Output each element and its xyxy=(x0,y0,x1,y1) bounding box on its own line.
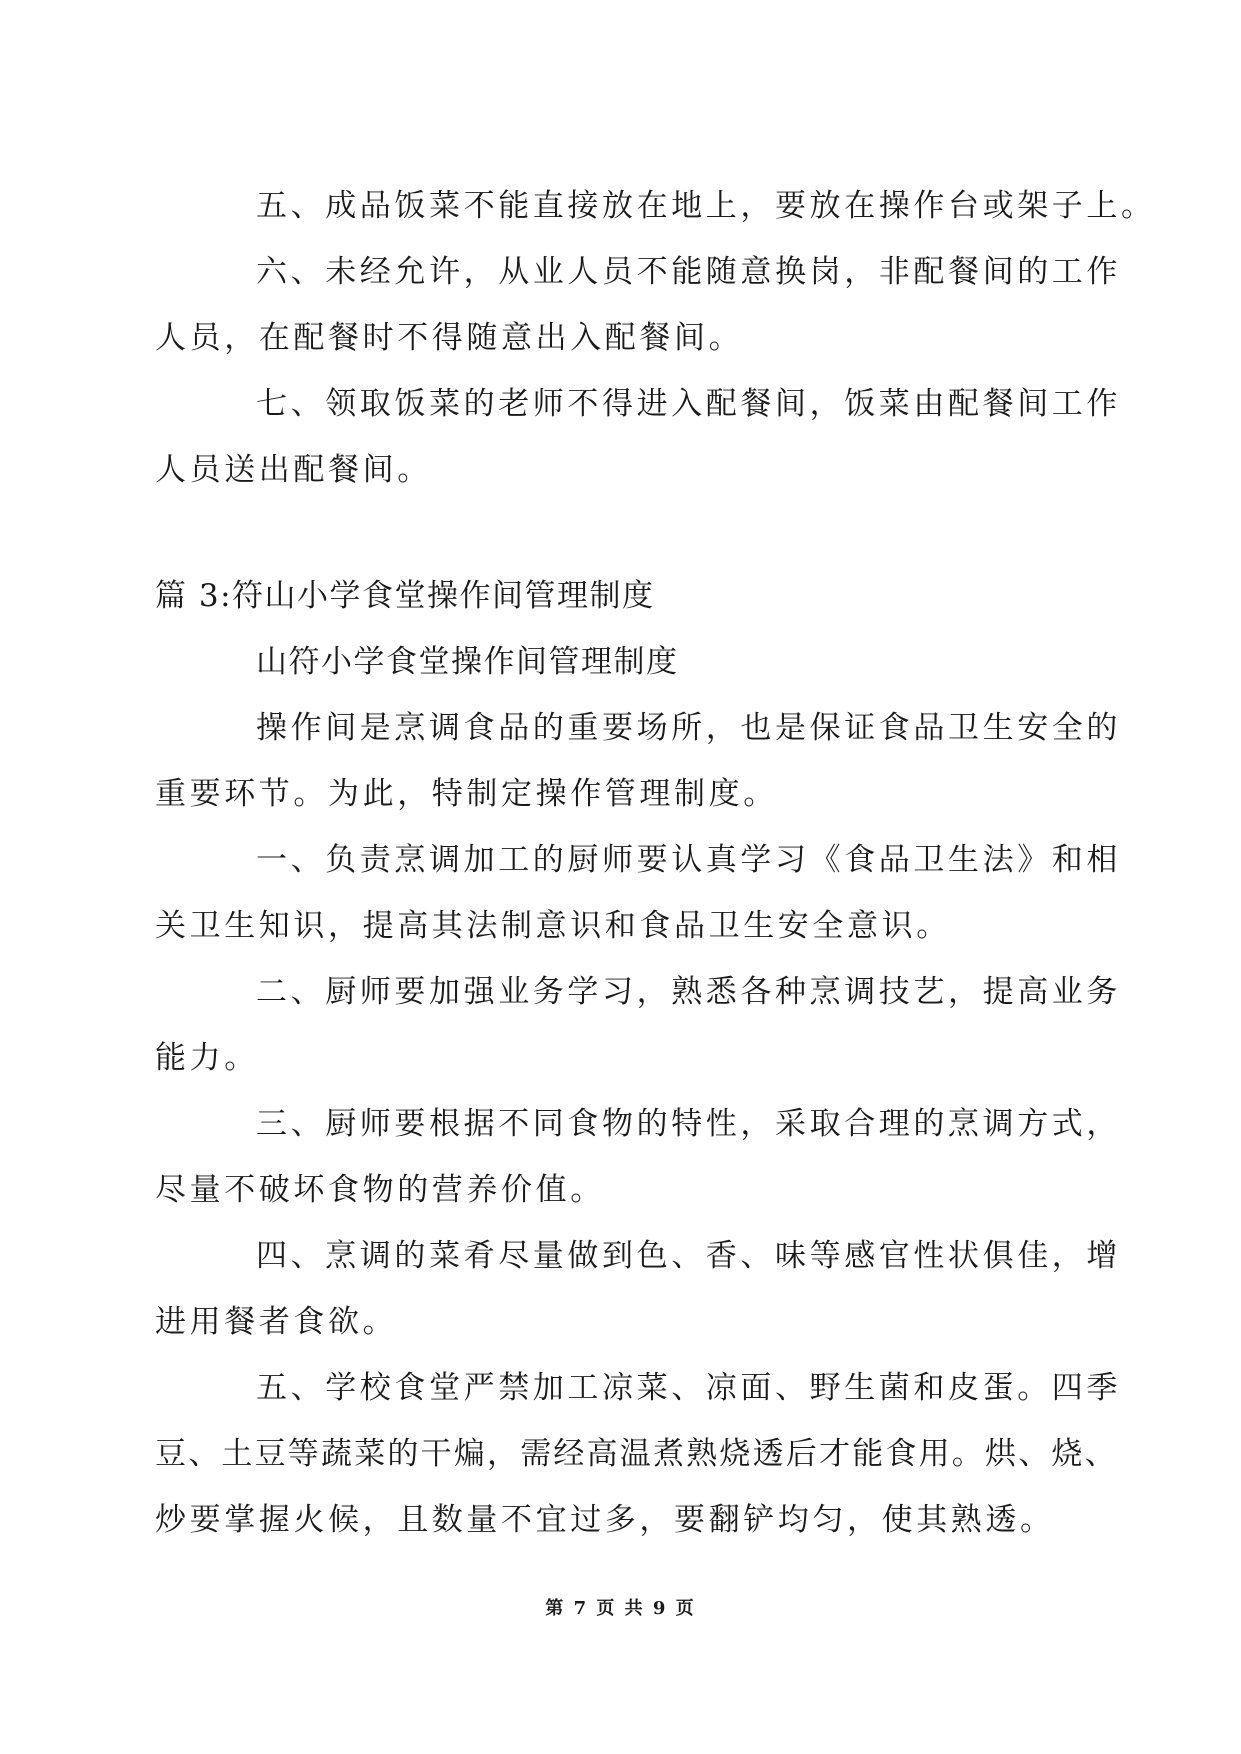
paragraph-line: 炒要掌握火候，且数量不宜过多，要翻铲均匀，使其熟透。 xyxy=(155,1502,1055,1538)
paragraph-line: 进用餐者食欲。 xyxy=(155,1304,398,1340)
section-subtitle: 山符小学食堂操作间管理制度 xyxy=(256,644,679,680)
paragraph-line: 一、负责烹调加工的厨师要认真学习《食品卫生法》和相 xyxy=(256,842,1121,878)
paragraph-line: 二、厨师要加强业务学习，熟悉各种烹调技艺，提高业务 xyxy=(256,974,1121,1010)
paragraph-line: 重要环节。为此，特制定操作管理制度。 xyxy=(155,776,778,812)
section-heading: 篇 3:符山小学食堂操作间管理制度 xyxy=(155,578,655,614)
paragraph-line: 五、成品饭菜不能直接放在地上，要放在操作台或架子上。 xyxy=(256,188,1156,224)
page-number-footer: 第 7 页 共 9 页 xyxy=(545,1598,696,1619)
paragraph-line: 五、学校食堂严禁加工凉菜、凉面、野生菌和皮蛋。四季 xyxy=(256,1370,1121,1406)
paragraph-line: 尽量不破坏食物的营养价值。 xyxy=(155,1172,605,1208)
paragraph-line: 七、领取饭菜的老师不得进入配餐间，饭菜由配餐间工作 xyxy=(256,386,1121,422)
paragraph-line: 能力。 xyxy=(155,1040,259,1076)
paragraph-line: 四、烹调的菜肴尽量做到色、香、味等感官性状俱佳，增 xyxy=(256,1238,1121,1274)
paragraph-line: 六、未经允许，从业人员不能随意换岗，非配餐间的工作 xyxy=(256,254,1121,290)
paragraph-line: 人员送出配餐间。 xyxy=(155,452,432,488)
paragraph-line: 豆、土豆等蔬菜的干煸，需经高温煮熟烧透后才能食用。烘、烧、 xyxy=(155,1436,1118,1472)
paragraph-line: 关卫生知识，提高其法制意识和食品卫生安全意识。 xyxy=(155,908,951,944)
paragraph-line: 三、厨师要根据不同食物的特性，采取合理的烹调方式， xyxy=(256,1106,1121,1142)
paragraph-line: 操作间是烹调食品的重要场所，也是保证食品卫生安全的 xyxy=(256,710,1121,746)
paragraph-line: 人员，在配餐时不得随意出入配餐间。 xyxy=(155,320,744,356)
